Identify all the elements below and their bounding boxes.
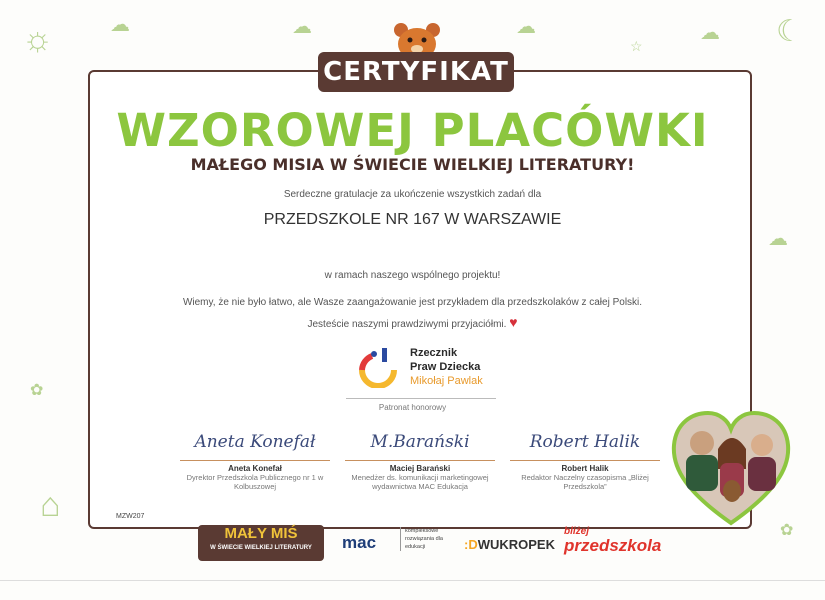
cloud-doodle-icon: ☁ xyxy=(700,22,720,44)
cloud-doodle-icon: ☁ xyxy=(110,14,130,36)
signatory-name-3: Robert Halik xyxy=(561,464,609,473)
maly-mis-logo-bottom: W ŚWIECIE WIELKIEJ LITERATURY xyxy=(210,545,312,551)
project-text: w ramach naszego wspólnego projektu! xyxy=(324,270,501,281)
house-doodle-icon: ⌂ xyxy=(40,486,61,524)
heart-icon: ♥ xyxy=(509,314,518,330)
ombudsman-text xyxy=(410,346,483,388)
star-doodle-icon: ✿ xyxy=(30,382,44,399)
moon-doodle-icon: ☾ xyxy=(776,15,803,48)
message-line-2-text: Jesteście naszymi prawdziwymi przyjaciółmi. xyxy=(307,319,507,330)
signature-1: Aneta Konefał xyxy=(194,432,316,452)
page-bottom-edge xyxy=(0,580,825,581)
ombudsman-name: Mikołaj Pawlak xyxy=(410,375,483,387)
signature-3: Robert Halik xyxy=(529,432,641,452)
blizej-przedszkola-logo xyxy=(564,527,664,563)
signatory-name-1: Aneta Konefał xyxy=(228,464,282,473)
signature-line xyxy=(180,460,330,461)
signature-block-2 xyxy=(345,432,495,491)
signature-block-1 xyxy=(180,432,330,491)
certificate-title: WZOROWEJ PLACÓWKI xyxy=(116,104,709,157)
blizej-logo-bottom: przedszkola xyxy=(564,536,662,555)
signature-block-3 xyxy=(510,432,660,491)
wukropek-smile-icon: :D xyxy=(464,537,478,552)
ombudsman-line-1: Rzecznik xyxy=(410,347,458,359)
cloud-doodle-icon: ☁ xyxy=(292,16,312,38)
maly-mis-logo xyxy=(198,525,324,561)
cloud-doodle-icon: ☁ xyxy=(516,16,536,38)
sun-doodle-icon: ☼ xyxy=(22,20,54,58)
congrats-text: Serdeczne gratulacje za ukończenie wszystkich zadań dla xyxy=(283,189,542,200)
signature-2: M.Barański xyxy=(370,432,470,452)
cloud-doodle-icon: ☁ xyxy=(768,228,788,250)
maly-mis-logo-top: MAŁY MIŚ xyxy=(224,525,298,542)
mac-tagline: kompleksowe rozwiązania dla edukacji xyxy=(400,527,460,551)
school-name: PRZEDSZKOLE NR 167 W WARSZAWIE xyxy=(263,211,562,228)
signatory-name-2: Maciej Barański xyxy=(389,464,451,473)
patron-divider xyxy=(346,398,496,399)
signatory-role-3: Redaktor Naczelny czasopisma „Bliżej Przedszkola” xyxy=(521,473,649,491)
blizej-logo-top: bliżej xyxy=(564,526,590,537)
patron-caption: Patronat honorowy xyxy=(378,403,447,412)
certificate-subtitle: MAŁEGO MISIA W ŚWIECIE WIELKIEJ LITERATURY! xyxy=(190,155,635,174)
signature-line xyxy=(510,460,660,461)
star-doodle-icon: ☆ xyxy=(630,38,643,54)
signatory-role-2: Menedżer ds. komunikacji marketingowej wydawnictwa MAC Edukacja xyxy=(351,473,489,491)
signatory-role-1: Dyrektor Przedszkola Publicznego nr 1 w Kolbuszowej xyxy=(186,473,324,491)
message-line-1: Wiemy, że nie było łatwo, ale Wasze zaangażowanie jest przykładem dla przedszkolaków z całej Polski. xyxy=(182,297,643,308)
team-photo-heart xyxy=(668,405,794,529)
wukropek-logo xyxy=(464,537,555,573)
signature-line xyxy=(345,460,495,461)
ombudsman-line-2: Praw Dziecka xyxy=(410,361,481,373)
mac-logo-text: mac xyxy=(342,533,377,552)
certificate-badge: CERTYFIKAT xyxy=(318,52,514,92)
ombudsman-logo-icon xyxy=(356,344,400,388)
mac-logo xyxy=(342,525,462,561)
flower-doodle-icon: ✿ xyxy=(780,522,794,539)
certificate-code: MZW207 xyxy=(116,513,145,520)
message-line-2 xyxy=(0,314,825,330)
wukropek-logo-text: WUKROPEK xyxy=(477,537,555,552)
